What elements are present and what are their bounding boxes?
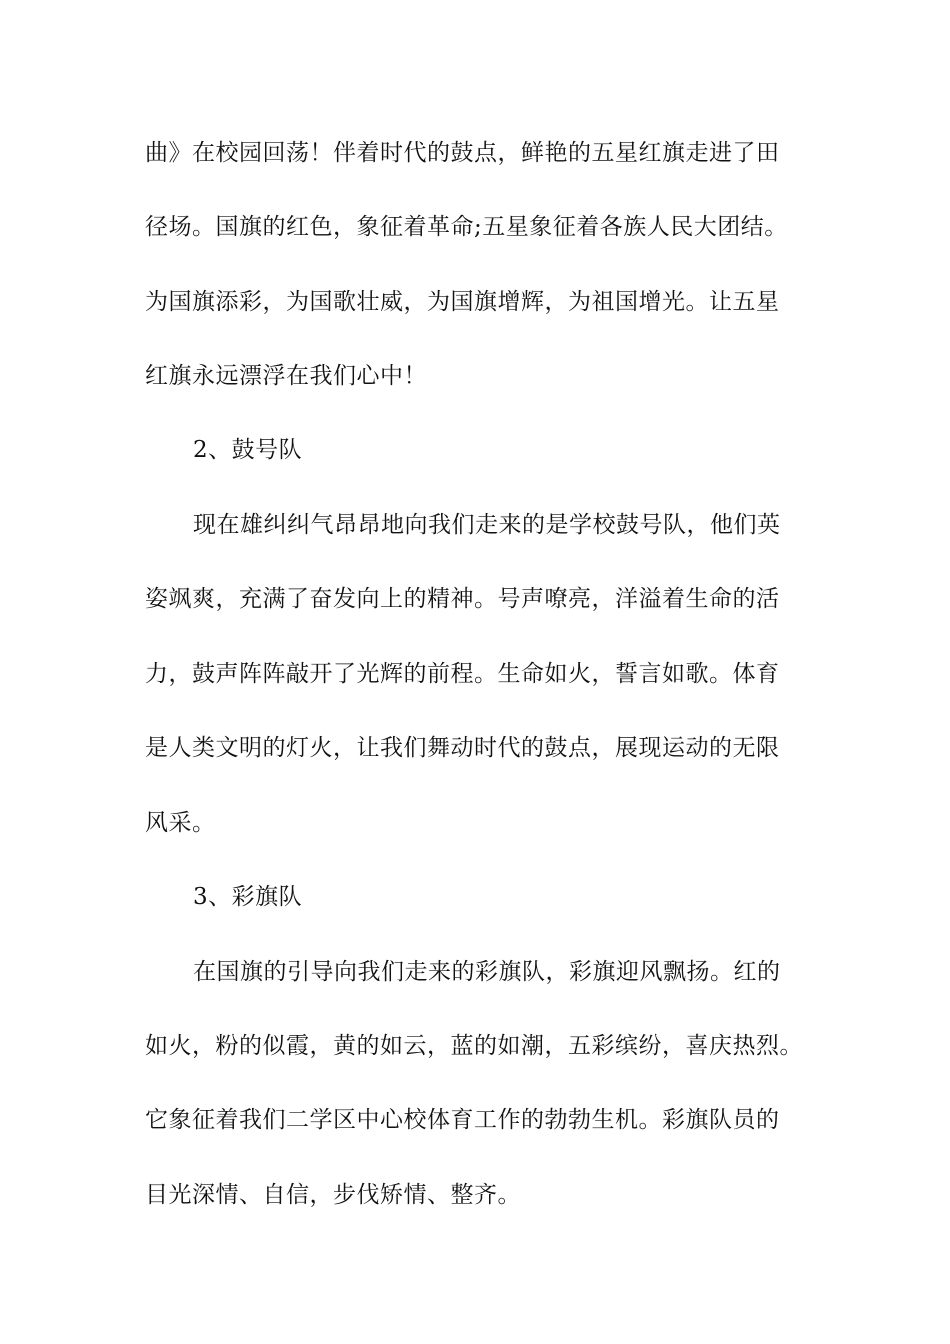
text-line: 在国旗的引导向我们走来的彩旗队，彩旗迎风飘扬。红的 (193, 959, 781, 985)
text-line: 目光深情、自信，步伐矫情、整齐。 (145, 1182, 521, 1208)
text-line: 姿飒爽，充满了奋发向上的精神。号声嘹亮，洋溢着生命的活 (145, 586, 780, 612)
section-heading-flag-team: 3、彩旗队 (193, 884, 303, 910)
text-line: 红旗永远漂浮在我们心中！ (145, 363, 427, 389)
text-line: 它象征着我们二学区中心校体育工作的勃勃生机。彩旗队员的 (145, 1107, 780, 1133)
text-line: 曲》在校园回荡！伴着时代的鼓点，鲜艳的五星红旗走进了田 (145, 140, 780, 166)
text-line: 径场。国旗的红色，象征着革命;五星象征着各族人民大团结。 (145, 214, 788, 240)
section-heading-drum-band: 2、鼓号队 (193, 437, 303, 463)
text-line: 如火，粉的似霞，黄的如云，蓝的如潮，五彩缤纷，喜庆热烈。 (145, 1033, 803, 1059)
text-line: 风采。 (145, 810, 216, 836)
text-line: 为国旗添彩，为国歌壮威，为国旗增辉，为祖国增光。让五星 (145, 289, 780, 315)
text-line: 是人类文明的灯火，让我们舞动时代的鼓点，展现运动的无限 (145, 735, 780, 761)
text-line: 力，鼓声阵阵敲开了光辉的前程。生命如火，誓言如歌。体育 (145, 661, 780, 687)
text-line: 现在雄纠纠气昂昂地向我们走来的是学校鼓号队，他们英 (193, 512, 781, 538)
